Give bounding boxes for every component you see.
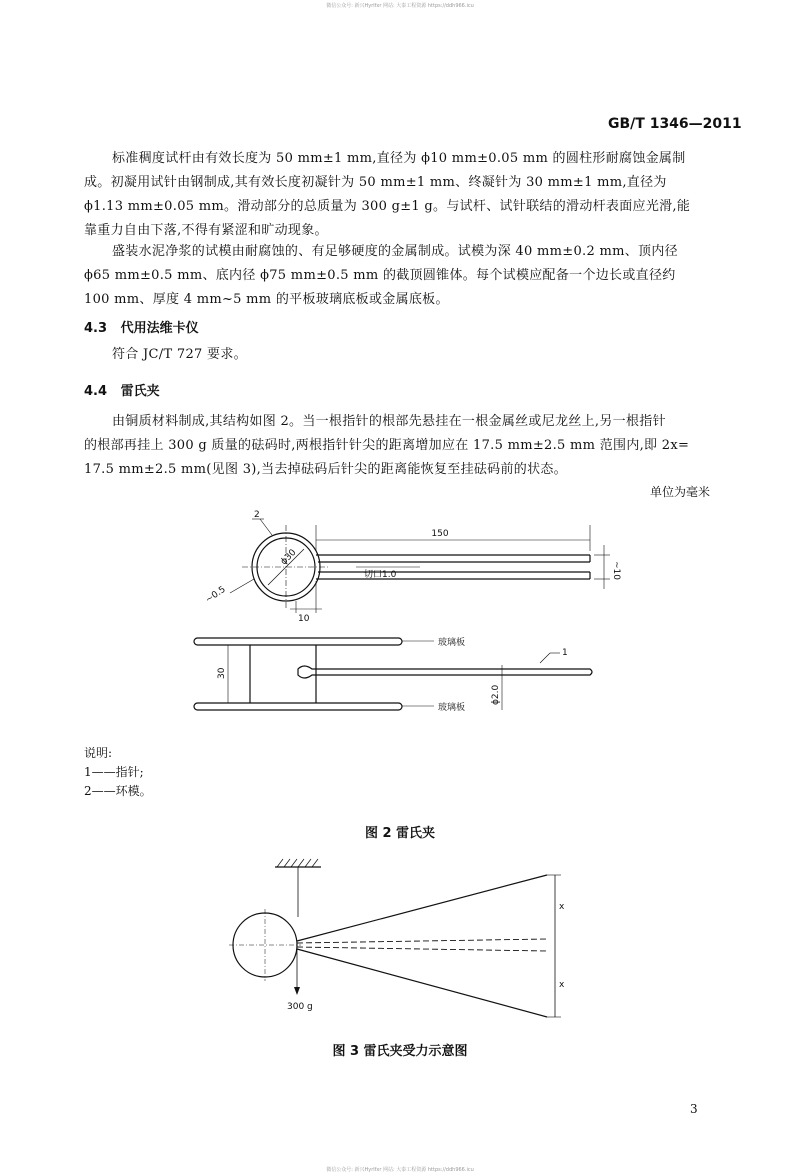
section-4-4-title: 雷氏夹 — [120, 384, 160, 399]
legend-title: 说明: — [84, 746, 113, 760]
section-4-4-body — [84, 410, 724, 482]
base-label: 10 — [298, 614, 310, 624]
arm-bottom — [297, 949, 547, 1017]
x-bottom-label: x — [559, 980, 565, 990]
needle-side — [298, 666, 592, 678]
standard-number: GB/T 1346—2011 — [608, 116, 742, 132]
section-4-3-number: 4.3 — [84, 321, 108, 336]
length-label: 150 — [431, 529, 449, 539]
figure-2-drawing — [180, 505, 640, 735]
x-top-label: x — [559, 902, 565, 912]
diameter-label: ϕ30 — [279, 547, 299, 568]
glass-plate-bottom — [194, 703, 402, 710]
p2-line-2: ϕ65 mm±0.5 mm、底内径 ϕ75 mm±0.5 mm 的截顶圆锥体。每个试模应配备一个边长或直径约 — [84, 268, 676, 283]
p2-line-1: 盛装水泥净浆的试模由耐腐蚀的、有足够硬度的金属制成。试模为深 40 mm±0.2 mm、顶内径 — [112, 244, 678, 259]
glass-top-label: 玻璃板 — [438, 638, 466, 648]
s44-line-3: 17.5 mm±2.5 mm(见图 3),当去掉砝码后针尖的距离能恢复至挂砝码前的状态。 — [84, 462, 567, 477]
height-label: 30 — [217, 667, 227, 679]
glass-plate-top — [194, 638, 402, 645]
figure-2-caption: 图 2 雷氏夹 — [364, 826, 436, 841]
s44-line-2: 的根部再挂上 300 g 质量的砝码时,两根指针针尖的距离增加应在 17.5 mm±2.5 mm 范围内,即 2x= — [84, 438, 690, 453]
arm-top — [297, 875, 547, 941]
glass-bottom-label: 玻璃板 — [438, 703, 466, 713]
p2-line-3: 100 mm、厚度 4 mm~5 mm 的平板玻璃底板或金属底板。 — [84, 292, 449, 307]
figure-2-legend — [84, 744, 152, 801]
page-number: 3 — [690, 1102, 698, 1116]
figure-3-caption: 图 3 雷氏夹受力示意图 — [332, 1044, 468, 1059]
width-label: ~10 — [611, 561, 621, 580]
legend-item-2: 2——环模。 — [84, 784, 152, 798]
p1-line-4: 靠重力自由下落,不得有紧涩和旷动现象。 — [84, 223, 328, 238]
paragraph-1 — [84, 147, 724, 243]
section-4-3-title: 代用法维卡仪 — [120, 321, 199, 336]
ring-callout: 2 — [254, 510, 260, 520]
p1-line-1: 标准稠度试杆由有效长度为 50 mm±1 mm,直径为 ϕ10 mm±0.05 mm 的圆柱形耐腐蚀金属制 — [112, 151, 686, 166]
needle-callout: 1 — [562, 648, 568, 658]
figure-3-drawing — [225, 853, 585, 1023]
units-note: 单位为毫米 — [650, 485, 711, 499]
p1-line-2: 成。初凝用试针由钢制成,其有效长度初凝针为 50 mm±1 mm、终凝针为 30 mm±1 mm,直径为 — [84, 175, 667, 190]
needle-dia-label: ϕ2.0 — [491, 684, 501, 705]
section-4-3-body: 符合 JC/T 727 要求。 — [112, 347, 247, 362]
legend-item-1: 1——指针; — [84, 765, 144, 779]
section-4-4-number: 4.4 — [84, 384, 108, 399]
section-4-3-heading — [84, 317, 199, 336]
thickness-label: ~0.5 — [203, 584, 228, 606]
s44-line-1: 由铜质材料制成,其结构如图 2。当一根指针的根部先悬挂在一根金属丝或尼龙丝上,另一根指针 — [112, 414, 666, 429]
weight-label: 300 g — [287, 1002, 313, 1012]
watermark-top: 微信公众号: 新兴Hyrlfxr 网站: 大泰工程资源 https://ddh966.icu — [326, 3, 474, 9]
paragraph-2 — [84, 240, 724, 312]
watermark-bottom: 微信公众号: 新兴Hyrlfxr 网站: 大泰工程资源 https://ddh966.icu — [326, 1167, 474, 1173]
section-4-4-heading — [84, 380, 160, 399]
cut-label: 切口1.0 — [364, 570, 397, 580]
p1-line-3: ϕ1.13 mm±0.05 mm。滑动部分的总质量为 300 g±1 g。与试杆、试针联结的滑动杆表面应光滑,能 — [84, 199, 691, 214]
